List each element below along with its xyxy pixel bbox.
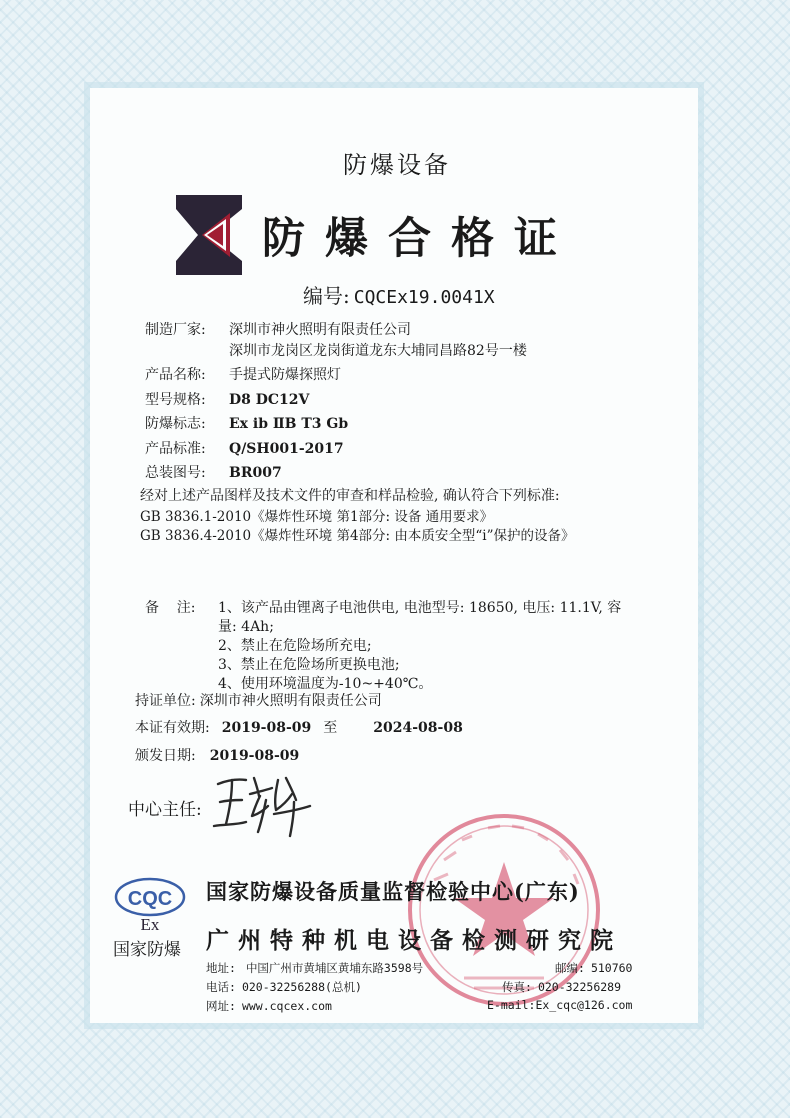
certificate-number-row (303, 280, 495, 309)
manufacturer-address: 深圳市龙岗区龙岗街道龙东大埔同昌路82号一楼 (229, 343, 527, 359)
manufacturer-label: 制造厂家: (145, 322, 206, 338)
remark-4: 4、使用环境温度为-10~+40℃。 (218, 676, 433, 692)
remark-2: 2、禁止在危险场所充电; (218, 638, 372, 654)
validity-row (135, 717, 463, 737)
director-label: 中心主任: (128, 800, 202, 820)
phone-label: 电话: (206, 980, 236, 994)
remarks-label: 备 注: (145, 600, 196, 616)
issue-row (135, 745, 299, 765)
manufacturer-name: 深圳市神火照明有限责任公司 (229, 322, 411, 338)
cqc-logo-label: 国家防爆 (113, 940, 181, 960)
manufacturer-row (145, 319, 411, 339)
certificate-category: 防爆设备 (343, 151, 451, 179)
issuer-name-2: 广州特种机电设备检测研究院 (206, 927, 622, 954)
conformity-statement: 经对上述产品图样及技术文件的审查和样品检验, 确认符合下列标准: (140, 488, 560, 504)
marking-label: 防爆标志: (145, 416, 206, 432)
certificate-number: CQCEx19.0041X (353, 287, 495, 308)
website-label: 网址: (206, 999, 236, 1013)
holder-row (135, 690, 382, 710)
remark-1b: 量: 4Ah; (218, 619, 274, 635)
issue-date: 2019-08-09 (209, 748, 300, 764)
cqc-ex-logo-icon (113, 875, 187, 935)
product-row (145, 364, 341, 384)
fax-value: 020-32256289 (537, 980, 622, 994)
phone-value: 020-32256288(总机) (241, 980, 362, 994)
fax-label: 传真: (502, 980, 532, 994)
postcode-value: 510760 (590, 961, 633, 975)
drawing-label: 总装图号: (145, 465, 206, 481)
ex-emblem-icon (176, 195, 242, 275)
remark-3: 3、禁止在危险场所更换电池; (218, 657, 400, 673)
issue-label: 颁发日期: (135, 748, 196, 764)
website-value: www.cqcex.com (241, 999, 332, 1013)
ex-logo-text: Ex (140, 915, 160, 934)
address-value: 中国广州市黄埔区黄埔东路3598号 (245, 961, 424, 975)
director-signature-icon (212, 770, 322, 840)
product-label: 产品名称: (145, 367, 206, 383)
fax-row (502, 979, 621, 995)
validity-to-word: 至 (323, 720, 338, 736)
marking-row (145, 413, 348, 433)
validity-to: 2024-08-08 (373, 720, 463, 736)
standard-value: Q/SH001-2017 (229, 441, 344, 457)
validity-label: 本证有效期: (135, 720, 210, 736)
product-value: 手提式防爆探照灯 (229, 367, 341, 383)
model-label: 型号规格: (145, 392, 206, 408)
model-row (145, 389, 309, 409)
email-value: E-mail:Ex_cqc@126.com (487, 998, 633, 1012)
standard-line-2: GB 3836.4-2010《爆炸性环境 第4部分: 由本质安全型“i”保护的设备》 (140, 528, 575, 544)
drawing-row (145, 462, 282, 482)
certificate-number-label: 编号: (303, 284, 350, 308)
website-row (206, 998, 332, 1014)
postcode-row (555, 960, 632, 976)
remark-1a: 1、该产品由锂离子电池供电, 电池型号: 18650, 电压: 11.1V, 容 (218, 600, 622, 616)
standard-line-1: GB 3836.1-2010《爆炸性环境 第1部分: 设备 通用要求》 (140, 509, 494, 525)
drawing-value: BR007 (229, 465, 282, 481)
model-value: D8 DC12V (229, 392, 310, 408)
standard-label: 产品标准: (145, 441, 206, 457)
phone-row (206, 979, 362, 995)
address-label: 地址: (206, 961, 236, 975)
holder-label: 持证单位: (135, 693, 196, 709)
issuer-name-1: 国家防爆设备质量监督检验中心(广东) (206, 879, 580, 904)
standard-row (145, 438, 344, 458)
cqc-logo-text: CQC (127, 888, 173, 910)
address-row (206, 960, 423, 976)
validity-from: 2019-08-09 (221, 720, 312, 736)
postcode-label: 邮编: (555, 961, 585, 975)
holder-value: 深圳市神火照明有限责任公司 (199, 693, 382, 709)
marking-value: Ex ib ⅡB T3 Gb (229, 416, 349, 432)
certificate-title: 防爆合格证 (262, 214, 577, 264)
